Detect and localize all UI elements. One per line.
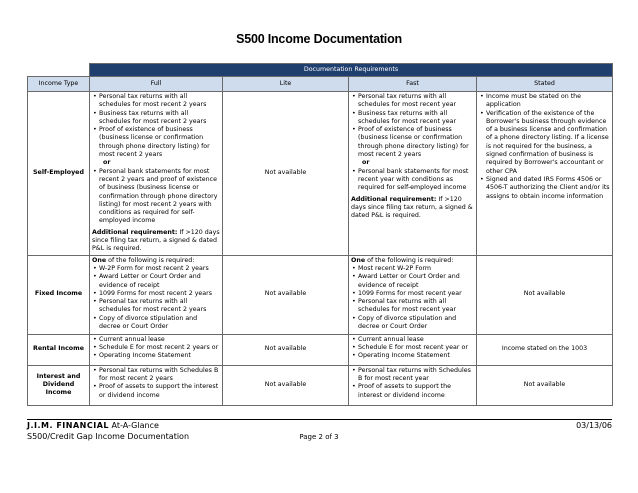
lead-rest: of the following is required: bbox=[106, 256, 195, 264]
cell-self-employed-lite: Not available bbox=[223, 92, 349, 256]
list-item: • Personal tax returns with all schedules for most recent year bbox=[358, 93, 474, 110]
footer-page-number: Page 2 of 3 bbox=[299, 433, 339, 441]
table-row bbox=[28, 365, 613, 405]
documentation-requirements-band: Documentation Requirements bbox=[90, 64, 613, 77]
list-item: • Personal tax returns with all schedules for most recent 2 years bbox=[99, 298, 220, 315]
list-item: • Business tax returns with all schedules for most recent year bbox=[358, 110, 474, 127]
list-item: • Personal bank statements for most recent 2 years and proof of existence of business (business license or confirmation through phone directory listing) for most recent 2 years with conditions as required for self-employed income bbox=[99, 168, 220, 226]
lead-text bbox=[92, 257, 220, 265]
list-item: • Personal tax returns with Schedules B for most recent 2 years bbox=[99, 367, 220, 384]
cell-fixed-income-full bbox=[90, 255, 223, 334]
list-item: • Proof of assets to support the interest or dividend income bbox=[99, 383, 220, 400]
row-label-rental-income: Rental Income bbox=[28, 334, 90, 365]
bullet-list bbox=[351, 367, 474, 400]
cell-rental-income-full bbox=[90, 334, 223, 365]
list-item: • Personal tax returns with all schedules for most recent year bbox=[358, 298, 474, 315]
footer-divider bbox=[27, 419, 612, 420]
cell-interest-dividend-lite: Not available bbox=[223, 365, 349, 405]
cell-self-employed-full bbox=[90, 92, 223, 256]
bullet-list bbox=[351, 265, 474, 331]
cell-interest-dividend-fast bbox=[349, 365, 477, 405]
list-item: • 1099 Forms for most recent year bbox=[358, 290, 474, 298]
header-income-type: Income Type bbox=[28, 77, 90, 92]
footer-doc-name: S500/Credit Gap Income Documentation bbox=[27, 432, 190, 441]
list-item: • Current annual lease bbox=[99, 336, 220, 344]
footer-date: 03/13/06 bbox=[576, 421, 612, 430]
list-item: • Operating Income Statement bbox=[358, 352, 474, 360]
list-item: • Income must be stated on the application bbox=[486, 93, 610, 110]
row-label-interest-dividend: Interest and Dividend Income bbox=[28, 365, 90, 405]
cell-self-employed-stated bbox=[477, 92, 613, 256]
footer-brand-suffix: At-A-Glance bbox=[108, 421, 159, 430]
bullet-list bbox=[351, 336, 474, 361]
row-label-fixed-income: Fixed Income bbox=[28, 255, 90, 334]
cell-fixed-income-fast bbox=[349, 255, 477, 334]
bullet-list bbox=[92, 265, 220, 331]
lead-bold: One bbox=[92, 256, 107, 264]
or-separator: or bbox=[362, 159, 370, 167]
list-item: • Award Letter or Court Order and evidence of receipt bbox=[358, 273, 474, 290]
cell-fixed-income-lite: Not available bbox=[223, 255, 349, 334]
lead-bold: One bbox=[351, 256, 366, 264]
or-separator: or bbox=[103, 159, 111, 167]
page-title: S500 Income Documentation bbox=[236, 32, 402, 46]
row-label-self-employed: Self-Employed bbox=[28, 92, 90, 256]
header-fast: Fast bbox=[349, 77, 477, 92]
cell-interest-dividend-full bbox=[90, 365, 223, 405]
table-row bbox=[28, 92, 613, 256]
bullet-list bbox=[92, 336, 220, 361]
additional-requirement bbox=[351, 196, 474, 221]
list-item: • Personal tax returns with Schedules B for most recent year bbox=[358, 367, 474, 384]
table-row bbox=[28, 255, 613, 334]
cell-self-employed-fast bbox=[349, 92, 477, 256]
table-row bbox=[28, 334, 613, 365]
list-item: • Proof of existence of business (business license or confirmation through phone directory listing) for most recent 2 years bbox=[358, 126, 474, 159]
list-item: • 1099 Forms for most recent 2 years bbox=[99, 290, 220, 298]
list-item: • Personal bank statements for most recent year with conditions as required for self-employed income bbox=[358, 168, 474, 193]
bullet-list bbox=[92, 93, 220, 226]
list-item: • Award Letter or Court Order and evidence of receipt bbox=[99, 273, 220, 290]
list-item: • Proof of existence of business (business license or confirmation through phone directory listing) for most recent 2 years bbox=[99, 126, 220, 159]
header-full: Full bbox=[90, 77, 223, 92]
lead-rest: of the following is required: bbox=[365, 256, 454, 264]
cell-interest-dividend-stated: Not available bbox=[477, 365, 613, 405]
additional-requirement-label: Additional requirement: bbox=[351, 195, 437, 203]
list-item: • Schedule E for most recent 2 years or bbox=[99, 344, 220, 352]
documentation-requirements-table bbox=[27, 63, 613, 406]
header-stated: Stated bbox=[477, 77, 613, 92]
additional-requirement-text: If >120 days since filing tax return, a signed & dated P&L is required. bbox=[92, 228, 220, 253]
list-item: • Copy of divorce stipulation and decree or Court Order bbox=[99, 315, 220, 332]
cell-rental-income-lite: Not available bbox=[223, 334, 349, 365]
list-item: • Schedule E for most recent year or bbox=[358, 344, 474, 352]
header-lite: Lite bbox=[223, 77, 349, 92]
list-item: • Copy of divorce stipulation and decree or Court Order bbox=[358, 315, 474, 332]
list-item: • Verification of the existence of the Borrower's business through evidence of a business license and confirmation of a phone directory listing. If a license is not required for the business, a signed confirmation of business is required by Borrower's accountant or other CPA bbox=[486, 110, 610, 176]
list-item: • Signed and dated IRS Forms 4506 or 4506-T authorizing the Client and/or its assigns to obtain income information bbox=[486, 176, 610, 201]
list-item: • Current annual lease bbox=[358, 336, 474, 344]
cell-rental-income-stated: Income stated on the 1003 bbox=[477, 334, 613, 365]
list-item: • Most recent W-2P Form bbox=[358, 265, 474, 273]
table-band-spacer bbox=[28, 64, 90, 77]
cell-fixed-income-stated: Not available bbox=[477, 255, 613, 334]
list-item: • Business tax returns with all schedules for most recent 2 years bbox=[99, 110, 220, 127]
footer-brand-name: J.I.M. FINANCIAL bbox=[27, 421, 109, 430]
cell-rental-income-fast bbox=[349, 334, 477, 365]
additional-requirement bbox=[92, 229, 220, 254]
list-item: • Proof of assets to support the interest or dividend income bbox=[358, 383, 474, 400]
bullet-list bbox=[92, 367, 220, 400]
list-item: • Operating Income Statement bbox=[99, 352, 220, 360]
lead-text bbox=[351, 257, 474, 265]
bullet-list bbox=[351, 93, 474, 193]
additional-requirement-text: If >120 days since filing tax return, a signed & dated P&L is required. bbox=[351, 195, 473, 220]
bullet-list bbox=[479, 93, 610, 201]
footer-brand bbox=[27, 421, 159, 430]
list-item: • Personal tax returns with all schedules for most recent 2 years bbox=[99, 93, 220, 110]
additional-requirement-label: Additional requirement: bbox=[92, 228, 178, 236]
list-item: • W-2P Form for most recent 2 years bbox=[99, 265, 220, 273]
